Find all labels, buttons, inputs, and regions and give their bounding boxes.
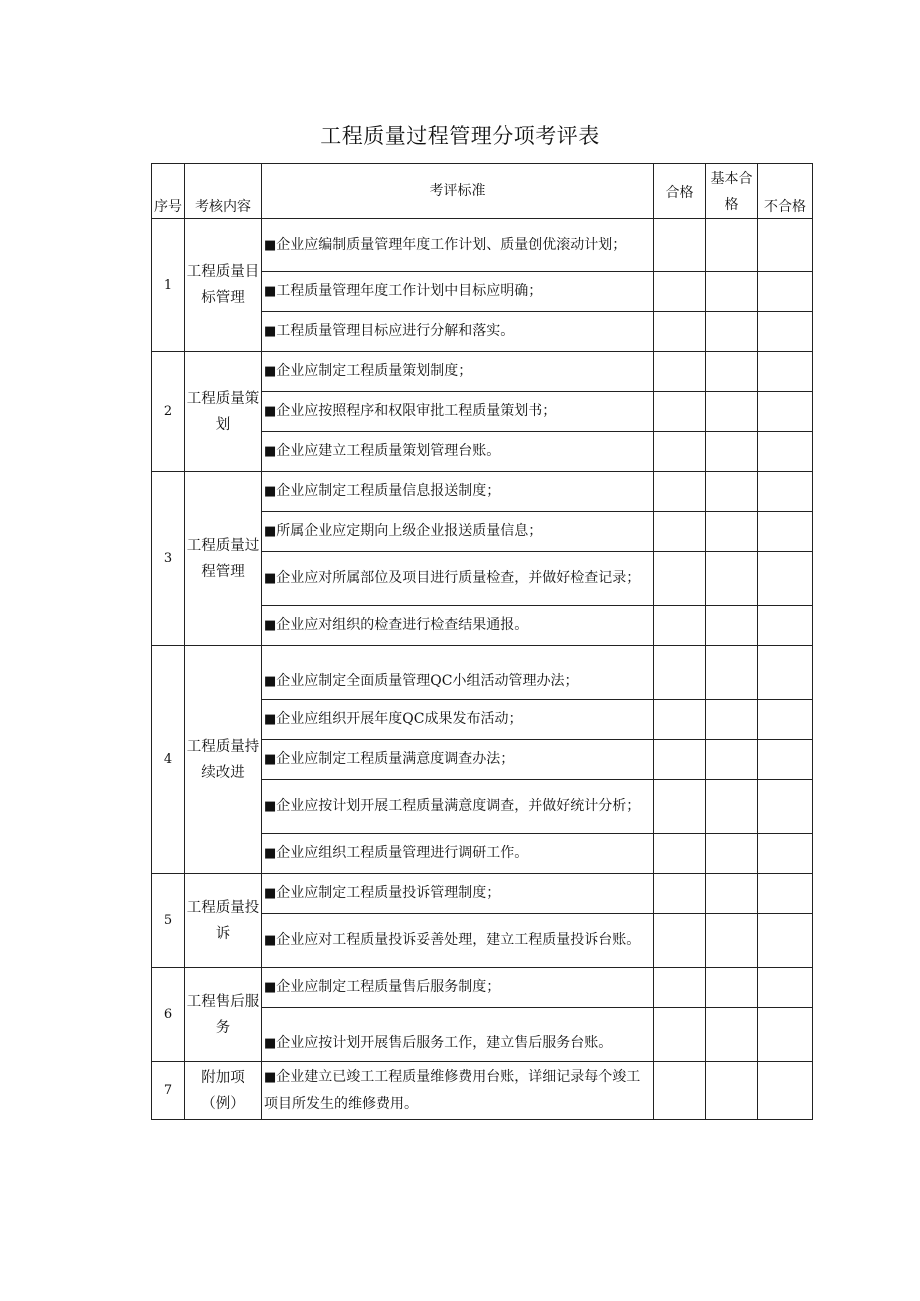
criterion-text: 企业应按照程序和权限审批工程质量策划书； — [276, 403, 557, 419]
table-row — [152, 472, 813, 512]
pass-cell[interactable] — [654, 700, 706, 740]
bullet-square-icon: ■ — [264, 618, 277, 633]
criterion — [262, 1062, 654, 1120]
criterion — [262, 312, 654, 352]
bullet-square-icon: ■ — [264, 444, 277, 459]
criterion-text: 企业应组织开展年度QC成果发布活动； — [276, 711, 523, 727]
fail-cell[interactable] — [758, 646, 813, 700]
criterion-text: 企业应按计划开展工程质量满意度调查，并做好统计分析； — [276, 798, 641, 814]
pass-cell[interactable] — [654, 312, 706, 352]
pass-cell[interactable] — [654, 552, 706, 606]
criterion-text: 企业应对组织的检查进行检查结果通报。 — [276, 617, 529, 633]
criterion-text: 企业应对所属部位及项目进行质量检查，并做好检查记录； — [276, 570, 641, 586]
row-number: 1 — [152, 219, 185, 352]
fail-cell[interactable] — [758, 512, 813, 552]
criterion — [262, 352, 654, 392]
basic-pass-cell[interactable] — [706, 914, 758, 968]
basic-pass-cell[interactable] — [706, 392, 758, 432]
criterion-text: 企业应制定工程质量投诉管理制度； — [276, 885, 501, 901]
bullet-square-icon: ■ — [264, 571, 277, 586]
bullet-square-icon: ■ — [264, 980, 277, 995]
basic-pass-cell[interactable] — [706, 219, 758, 272]
bullet-square-icon: ■ — [264, 886, 277, 901]
basic-pass-cell[interactable] — [706, 700, 758, 740]
basic-pass-cell[interactable] — [706, 512, 758, 552]
criterion — [262, 874, 654, 914]
basic-pass-cell[interactable] — [706, 272, 758, 312]
pass-cell[interactable] — [654, 646, 706, 700]
basic-pass-cell[interactable] — [706, 1062, 758, 1120]
bullet-square-icon: ■ — [264, 1036, 277, 1051]
pass-cell[interactable] — [654, 472, 706, 512]
row-number: 3 — [152, 472, 185, 646]
criterion-text: 企业应制定工程质量售后服务制度； — [276, 979, 501, 995]
fail-cell[interactable] — [758, 1062, 813, 1120]
row-number: 7 — [152, 1062, 185, 1120]
criterion-text: 工程质量管理年度工作计划中目标应明确； — [276, 283, 543, 299]
fail-cell[interactable] — [758, 740, 813, 780]
pass-cell[interactable] — [654, 740, 706, 780]
basic-pass-cell[interactable] — [706, 552, 758, 606]
fail-cell[interactable] — [758, 219, 813, 272]
fail-cell[interactable] — [758, 780, 813, 834]
header-item: 考核内容 — [185, 164, 262, 219]
basic-pass-cell[interactable] — [706, 432, 758, 472]
basic-pass-cell[interactable] — [706, 606, 758, 646]
pass-cell[interactable] — [654, 606, 706, 646]
assessment-item: 附加项（例） — [185, 1062, 262, 1120]
table-row — [152, 1062, 813, 1120]
criterion — [262, 512, 654, 552]
criterion-text: 企业应组织工程质量管理进行调研工作。 — [276, 845, 529, 861]
fail-cell[interactable] — [758, 914, 813, 968]
pass-cell[interactable] — [654, 272, 706, 312]
basic-pass-cell[interactable] — [706, 646, 758, 700]
fail-cell[interactable] — [758, 1008, 813, 1062]
pass-cell[interactable] — [654, 1062, 706, 1120]
pass-cell[interactable] — [654, 1008, 706, 1062]
basic-pass-cell[interactable] — [706, 352, 758, 392]
table-header-row — [152, 164, 813, 219]
assessment-item: 工程质量策划 — [185, 352, 262, 472]
pass-cell[interactable] — [654, 914, 706, 968]
basic-pass-cell[interactable] — [706, 874, 758, 914]
table-row — [152, 646, 813, 700]
fail-cell[interactable] — [758, 606, 813, 646]
pass-cell[interactable] — [654, 968, 706, 1008]
basic-pass-cell[interactable] — [706, 968, 758, 1008]
pass-cell[interactable] — [654, 834, 706, 874]
page-title: 工程质量过程管理分项考评表 — [320, 124, 600, 148]
header-pass: 合格 — [654, 164, 706, 219]
criterion-text: 企业建立已竣工工程质量维修费用台账，详细记录每个竣工项目所发生的维修费用。 — [264, 1069, 641, 1112]
criterion-text: 企业应制定全面质量管理QC小组活动管理办法； — [276, 673, 579, 689]
criterion — [262, 1008, 654, 1062]
pass-cell[interactable] — [654, 219, 706, 272]
bullet-square-icon: ■ — [264, 712, 277, 727]
fail-cell[interactable] — [758, 834, 813, 874]
criterion — [262, 834, 654, 874]
criterion-text: 企业应制定工程质量信息报送制度； — [276, 483, 501, 499]
bullet-square-icon: ■ — [264, 284, 277, 299]
pass-cell[interactable] — [654, 780, 706, 834]
assessment-item: 工程质量持续改进 — [185, 646, 262, 874]
assessment-item: 工程质量过程管理 — [185, 472, 262, 646]
bullet-square-icon: ■ — [264, 933, 277, 948]
criterion — [262, 219, 654, 272]
fail-cell[interactable] — [758, 968, 813, 1008]
fail-cell[interactable] — [758, 392, 813, 432]
bullet-square-icon: ■ — [264, 1070, 277, 1085]
criterion — [262, 606, 654, 646]
criterion — [262, 646, 654, 700]
row-number: 4 — [152, 646, 185, 874]
bullet-square-icon: ■ — [264, 524, 277, 539]
assessment-item: 工程质量目标管理 — [185, 219, 262, 352]
bullet-square-icon: ■ — [264, 674, 277, 689]
basic-pass-cell[interactable] — [706, 740, 758, 780]
fail-cell[interactable] — [758, 472, 813, 512]
criterion — [262, 968, 654, 1008]
criterion-text: 企业应建立工程质量策划管理台账。 — [276, 443, 501, 459]
fail-cell[interactable] — [758, 352, 813, 392]
fail-cell[interactable] — [758, 312, 813, 352]
criterion-text: 企业应制定工程质量满意度调查办法； — [276, 751, 515, 767]
table-row — [152, 352, 813, 392]
basic-pass-cell[interactable] — [706, 1008, 758, 1062]
criterion-text: 企业应编制质量管理年度工作计划、质量创优滚动计划； — [276, 236, 627, 253]
table-row — [152, 219, 813, 272]
fail-cell[interactable] — [758, 272, 813, 312]
pass-cell[interactable] — [654, 432, 706, 472]
row-number: 6 — [152, 968, 185, 1062]
criterion-text: 企业应按计划开展售后服务工作，建立售后服务台账。 — [276, 1035, 613, 1051]
fail-cell[interactable] — [758, 700, 813, 740]
criterion — [262, 780, 654, 834]
criterion — [262, 552, 654, 606]
table-row — [152, 874, 813, 914]
bullet-square-icon: ■ — [264, 752, 277, 767]
pass-cell[interactable] — [654, 352, 706, 392]
criterion — [262, 914, 654, 968]
fail-cell[interactable] — [758, 432, 813, 472]
bullet-square-icon: ■ — [264, 237, 277, 253]
fail-cell[interactable] — [758, 874, 813, 914]
header-basic-pass: 基本合格 — [706, 164, 758, 219]
row-number: 2 — [152, 352, 185, 472]
bullet-square-icon: ■ — [264, 404, 277, 419]
bullet-square-icon: ■ — [264, 799, 277, 814]
criterion — [262, 272, 654, 312]
pass-cell[interactable] — [654, 392, 706, 432]
assessment-item: 工程质量投诉 — [185, 874, 262, 968]
pass-cell[interactable] — [654, 874, 706, 914]
pass-cell[interactable] — [654, 512, 706, 552]
basic-pass-cell[interactable] — [706, 780, 758, 834]
header-no: 序号 — [152, 164, 185, 219]
criterion — [262, 392, 654, 432]
criterion-text: 所属企业应定期向上级企业报送质量信息； — [276, 523, 543, 539]
basic-pass-cell[interactable] — [706, 312, 758, 352]
basic-pass-cell[interactable] — [706, 834, 758, 874]
evaluation-table — [151, 163, 813, 1120]
criterion — [262, 432, 654, 472]
basic-pass-cell[interactable] — [706, 472, 758, 512]
row-number: 5 — [152, 874, 185, 968]
bullet-square-icon: ■ — [264, 846, 277, 861]
criterion-text: 工程质量管理目标应进行分解和落实。 — [276, 323, 515, 339]
bullet-square-icon: ■ — [264, 484, 277, 499]
criterion-text: 企业应对工程质量投诉妥善处理，建立工程质量投诉台账。 — [276, 932, 641, 948]
bullet-square-icon: ■ — [264, 324, 277, 339]
assessment-item: 工程售后服务 — [185, 968, 262, 1062]
fail-cell[interactable] — [758, 552, 813, 606]
criterion — [262, 740, 654, 780]
bullet-square-icon: ■ — [264, 364, 277, 379]
table-row — [152, 968, 813, 1008]
criterion — [262, 472, 654, 512]
criterion-text: 企业应制定工程质量策划制度； — [276, 363, 473, 379]
header-fail: 不合格 — [758, 164, 813, 219]
criterion — [262, 700, 654, 740]
header-standard: 考评标准 — [262, 164, 654, 219]
